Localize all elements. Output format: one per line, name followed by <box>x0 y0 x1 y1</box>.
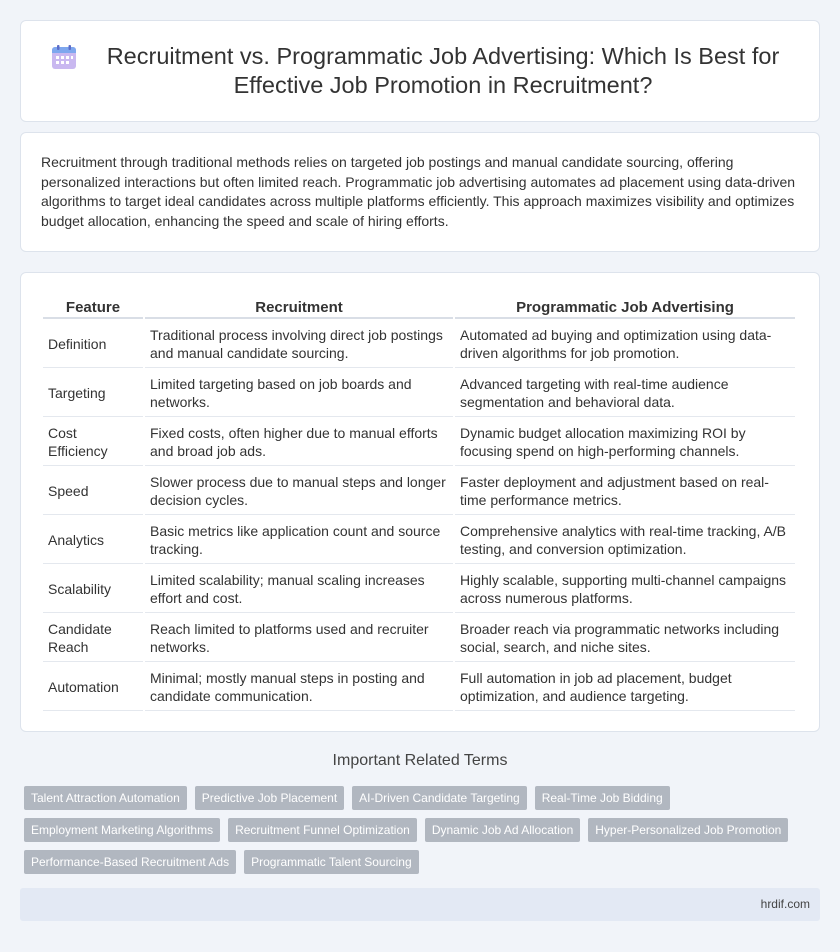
recruitment-cell: Basic metrics like application count and source tracking. <box>145 517 453 564</box>
recruitment-cell: Traditional process involving direct job postings and manual candidate sourcing. <box>145 321 453 368</box>
related-term-tag[interactable]: Programmatic Talent Sourcing <box>244 850 419 874</box>
related-term-tag[interactable]: Dynamic Job Ad Allocation <box>425 818 580 842</box>
feature-cell: Cost Efficiency <box>43 419 143 466</box>
calendar-icon <box>51 44 77 70</box>
table-row <box>43 468 795 515</box>
programmatic-cell: Full automation in job ad placement, budget optimization, and audience targeting. <box>455 664 795 711</box>
table-row <box>43 664 795 711</box>
related-term-tag[interactable]: Predictive Job Placement <box>195 786 344 810</box>
programmatic-cell: Dynamic budget allocation maximizing ROI by focusing spend on high-performing channels. <box>455 419 795 466</box>
title-card <box>20 20 820 122</box>
summary-card <box>20 132 820 252</box>
feature-cell: Scalability <box>43 566 143 613</box>
comparison-table <box>41 295 797 713</box>
table-row <box>43 566 795 613</box>
feature-cell: Candidate Reach <box>43 615 143 662</box>
recruitment-cell: Reach limited to platforms used and recruiter networks. <box>145 615 453 662</box>
header-feature: Feature <box>43 297 143 319</box>
programmatic-cell: Advanced targeting with real-time audience segmentation and behavioral data. <box>455 370 795 417</box>
table-row <box>43 419 795 466</box>
related-term-tag[interactable]: Hyper-Personalized Job Promotion <box>588 818 788 842</box>
comparison-card <box>20 272 820 732</box>
related-terms-heading: Important Related Terms <box>332 752 508 769</box>
table-row <box>43 517 795 564</box>
related-term-tag[interactable]: AI-Driven Candidate Targeting <box>352 786 527 810</box>
related-terms-list <box>24 786 814 874</box>
feature-cell: Speed <box>43 468 143 515</box>
table-row <box>43 370 795 417</box>
related-term-tag[interactable]: Performance-Based Recruitment Ads <box>24 850 236 874</box>
feature-cell: Definition <box>43 321 143 368</box>
recruitment-cell: Fixed costs, often higher due to manual efforts and broad job ads. <box>145 419 453 466</box>
related-term-tag[interactable]: Recruitment Funnel Optimization <box>228 818 417 842</box>
header-recruitment: Recruitment <box>145 297 453 319</box>
feature-cell: Analytics <box>43 517 143 564</box>
programmatic-cell: Broader reach via programmatic networks including social, search, and niche sites. <box>455 615 795 662</box>
related-term-tag[interactable]: Talent Attraction Automation <box>24 786 187 810</box>
table-row <box>43 321 795 368</box>
related-term-tag[interactable]: Employment Marketing Algorithms <box>24 818 220 842</box>
recruitment-cell: Limited targeting based on job boards and networks. <box>145 370 453 417</box>
programmatic-cell: Comprehensive analytics with real-time tracking, A/B testing, and conversion optimization. <box>455 517 795 564</box>
recruitment-cell: Slower process due to manual steps and longer decision cycles. <box>145 468 453 515</box>
recruitment-cell: Limited scalability; manual scaling increases effort and cost. <box>145 566 453 613</box>
footer <box>20 888 820 921</box>
page-title: Recruitment vs. Programmatic Job Advertising: Which Is Best for Effective Job Promotion in Recruitment? <box>106 43 780 98</box>
programmatic-cell: Faster deployment and adjustment based on real-time performance metrics. <box>455 468 795 515</box>
header-programmatic: Programmatic Job Advertising <box>455 297 795 319</box>
related-term-tag[interactable]: Real-Time Job Bidding <box>535 786 670 810</box>
table-row <box>43 615 795 662</box>
summary-text: Recruitment through traditional methods relies on targeted job postings and manual candidate sourcing, offering personalized interactions but often limited reach. Programmatic job advertising automates ad placement using data-driven algorithms to target ideal candidates across multiple platforms efficiently. This approach maximizes visibility and optimizes budget allocation, enhancing the speed and scale of hiring efforts. <box>41 154 796 229</box>
footer-site-link[interactable]: hrdif.com <box>760 897 810 911</box>
feature-cell: Automation <box>43 664 143 711</box>
programmatic-cell: Automated ad buying and optimization using data-driven algorithms for job promotion. <box>455 321 795 368</box>
table-header-row <box>43 297 795 319</box>
programmatic-cell: Highly scalable, supporting multi-channel campaigns across numerous platforms. <box>455 566 795 613</box>
feature-cell: Targeting <box>43 370 143 417</box>
recruitment-cell: Minimal; mostly manual steps in posting and candidate communication. <box>145 664 453 711</box>
